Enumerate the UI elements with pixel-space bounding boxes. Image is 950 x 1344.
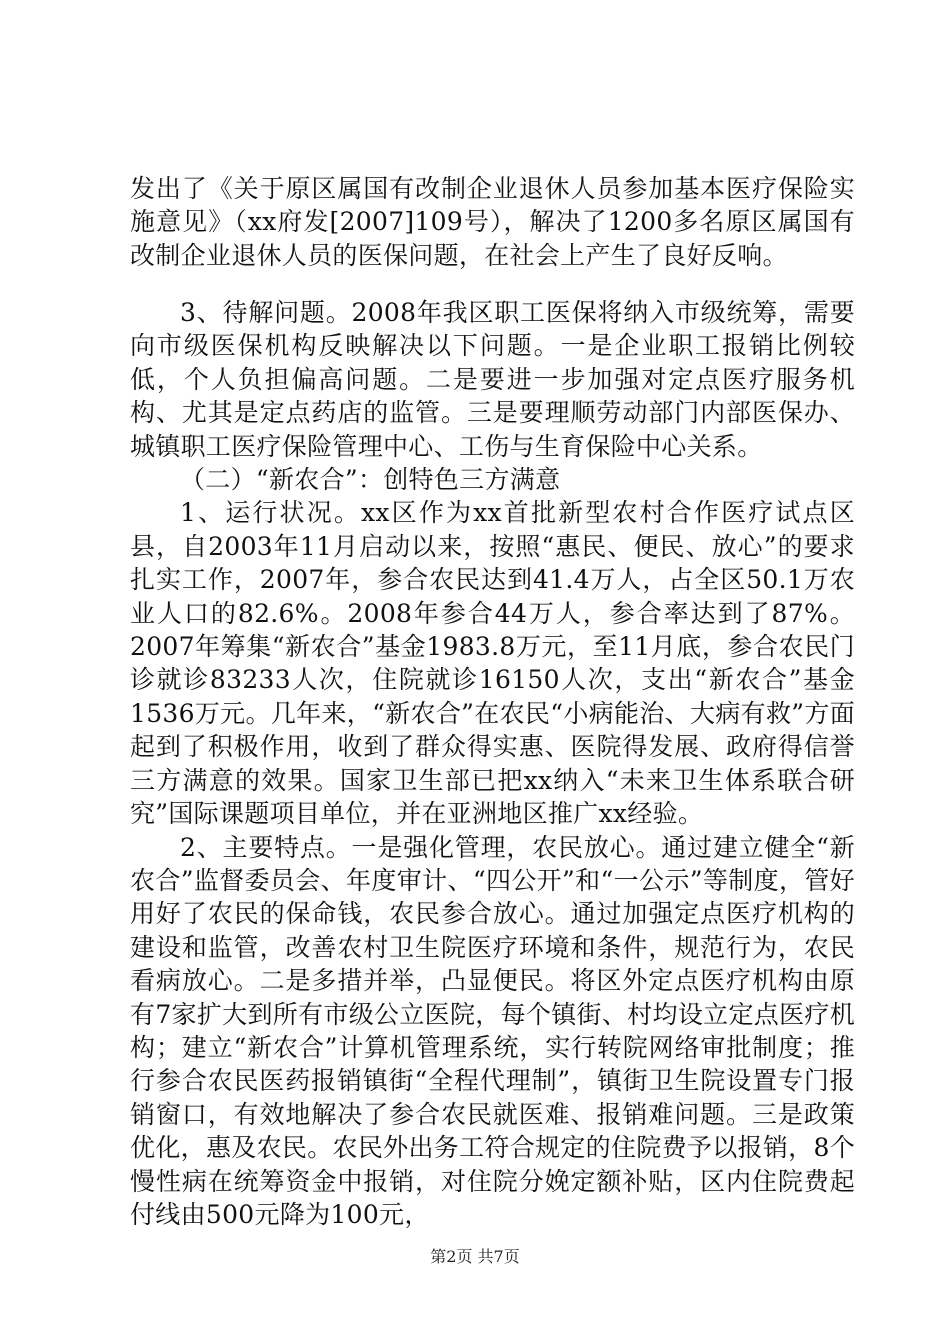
text-block-top bbox=[130, 172, 855, 272]
text-block-main bbox=[130, 296, 855, 1231]
continuation-paragraph: 发出了《关于原区属国有改制企业退休人员参加基本医疗保险实施意见》（xx府发[2007]109号），解决了1200多名原区属国有改制企业退休人员的医保问题，在社会上产生了良好反响。 bbox=[130, 174, 855, 270]
paragraph-main-features: 2、主要特点。一是强化管理，农民放心。通过建立健全“新农合”监督委员会、年度审计、“四公开”和“一公示”等制度，管好用好了农民的保命钱，农民参合放心。通过加强定点医疗机构的建设和监管，改善农村卫生院医疗环境和条件，规范行为，农民看病放心。二是多措并举，凸显便民。将区外定点医疗机构由原有7家扩大到所有市级公立医院，每个镇街、村均设立定点医疗机构；建立“新农合”计算机管理系统，实行转院网络审批制度；推行参合农民医药报销镇街“全程代理制”，镇街卫生院设置专门报销窗口，有效地解决了参合农民就医难、报销难问题。三是政策优化，惠及农民。农民外出务工符合规定的住院费予以报销，8个慢性病在统筹资金中报销，对住院分娩定额补贴，区内住院费起付线由500元降为100元， bbox=[130, 832, 855, 1229]
section-heading: （二）“新农合”：创特色三方满意 bbox=[180, 465, 561, 495]
paragraph-pending-issues: 3、待解问题。2008年我区职工医保将纳入市级统筹，需要向市级医保机构反映解决以下问题。一是企业职工报销比例较低，个人负担偏高问题。二是要进一步加强对定点医疗服务机构、尤其是定点药店的监管。三是要理顺劳动部门内部医保办、城镇职工医疗保险管理中心、工伤与生育保险中心关系。 bbox=[130, 298, 855, 461]
page-number-footer: 第2页 共7页 bbox=[430, 1247, 520, 1266]
paragraph-operation-status: 1、运行状况。xx区作为xx首批新型农村合作医疗试点区县，自2003年11月启动以来，按照“惠民、便民、放心”的要求扎实工作，2007年，参合农民达到41.4万人，占全区50.1万农业人口的82.6%。2008年参合44万人，参合率达到了87%。2007年筹集“新农合”基金1983.8万元，至11月底，参合农民门诊就诊83233人次，住院就诊16150人次，支出“新农合”基金1536万元。几年来，“新农合”在农民“小病能治、大病有救”方面起到了积极作用，收到了群众得实惠、医院得发展、政府得信誉三方满意的效果。国家卫生部已把xx纳入“未来卫生体系联合研究”国际课题项目单位，并在亚洲地区推广xx经验。 bbox=[130, 498, 855, 829]
